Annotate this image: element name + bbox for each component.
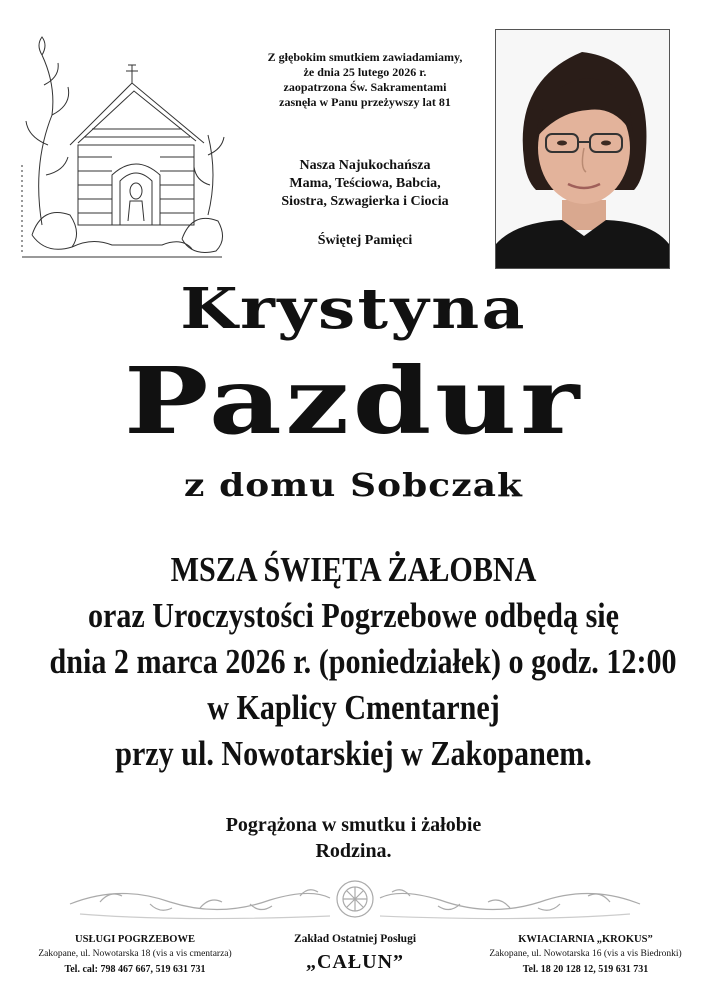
intro-line: Z głębokim smutkiem zawiadamiamy, [267, 50, 463, 64]
mass-info [0, 547, 707, 777]
footer-left-address: Zakopane, ul. Nowotarska 18 (vis a vis cmentarza) [38, 949, 232, 959]
intro-line: że dnia 25 lutego 2026 r. [303, 65, 427, 79]
mass-line: dnia 2 marca 2026 r. (poniedziałek) o godz. 12:00 [49, 642, 677, 681]
mourners-line: Pogrążona w smutku i żałobie [225, 814, 482, 836]
footer-right-phone: Tel. 18 20 128 12, 519 631 731 [522, 964, 649, 975]
footer-mid-name: „CAŁUN” [305, 951, 405, 973]
footer-right-title: KWIACIARNIA „KROKUS” [518, 934, 653, 945]
footer-funeral-home [265, 932, 445, 977]
footer-left-phone: Tel. cal: 798 467 667, 519 631 731 [64, 964, 206, 975]
memory-label: Świętej Pamięci [317, 233, 413, 248]
footer-right-address: Zakopane, ul. Nowotarska 16 (vis a vis Biedronki) [489, 949, 682, 959]
portrait-photo [495, 29, 670, 269]
relations-line: Siostra, Szwagierka i Ciocia [281, 194, 449, 209]
footer-florist [478, 932, 693, 977]
maiden-name: z domu Sobczak [183, 466, 524, 504]
mass-line: w Kaplicy Cmentarnej [207, 688, 500, 727]
first-name: Krystyna [180, 276, 527, 342]
relations-line: Mama, Teściowa, Babcia, [289, 176, 441, 191]
mass-line: MSZA ŚWIĘTA ŻAŁOBNA [170, 550, 537, 589]
mass-line: oraz Uroczystości Pogrzebowe odbędą się [87, 596, 620, 635]
mourners-line: Rodzina. [315, 840, 392, 862]
intro-line: zaopatrzona Św. Sakramentami [283, 80, 447, 94]
chapel-sketch-icon [12, 25, 232, 265]
mourners [0, 812, 707, 864]
relations-text [240, 157, 490, 211]
mass-line: przy ul. Nowotarskiej w Zakopanem. [115, 734, 592, 773]
intro-line: zasnęła w Panu przeżywszy lat 81 [279, 95, 451, 109]
surname: Pazdur [123, 347, 584, 455]
footer-left-title: USŁUGI POGRZEBOWE [75, 934, 195, 945]
intro-text [240, 50, 490, 110]
footer-mid-title: Zakład Ostatniej Posługi [293, 933, 417, 945]
footer-funeral-services [30, 932, 240, 977]
floral-ornament-icon [60, 874, 650, 924]
relations-line: Nasza Najukochańsza [299, 158, 431, 173]
